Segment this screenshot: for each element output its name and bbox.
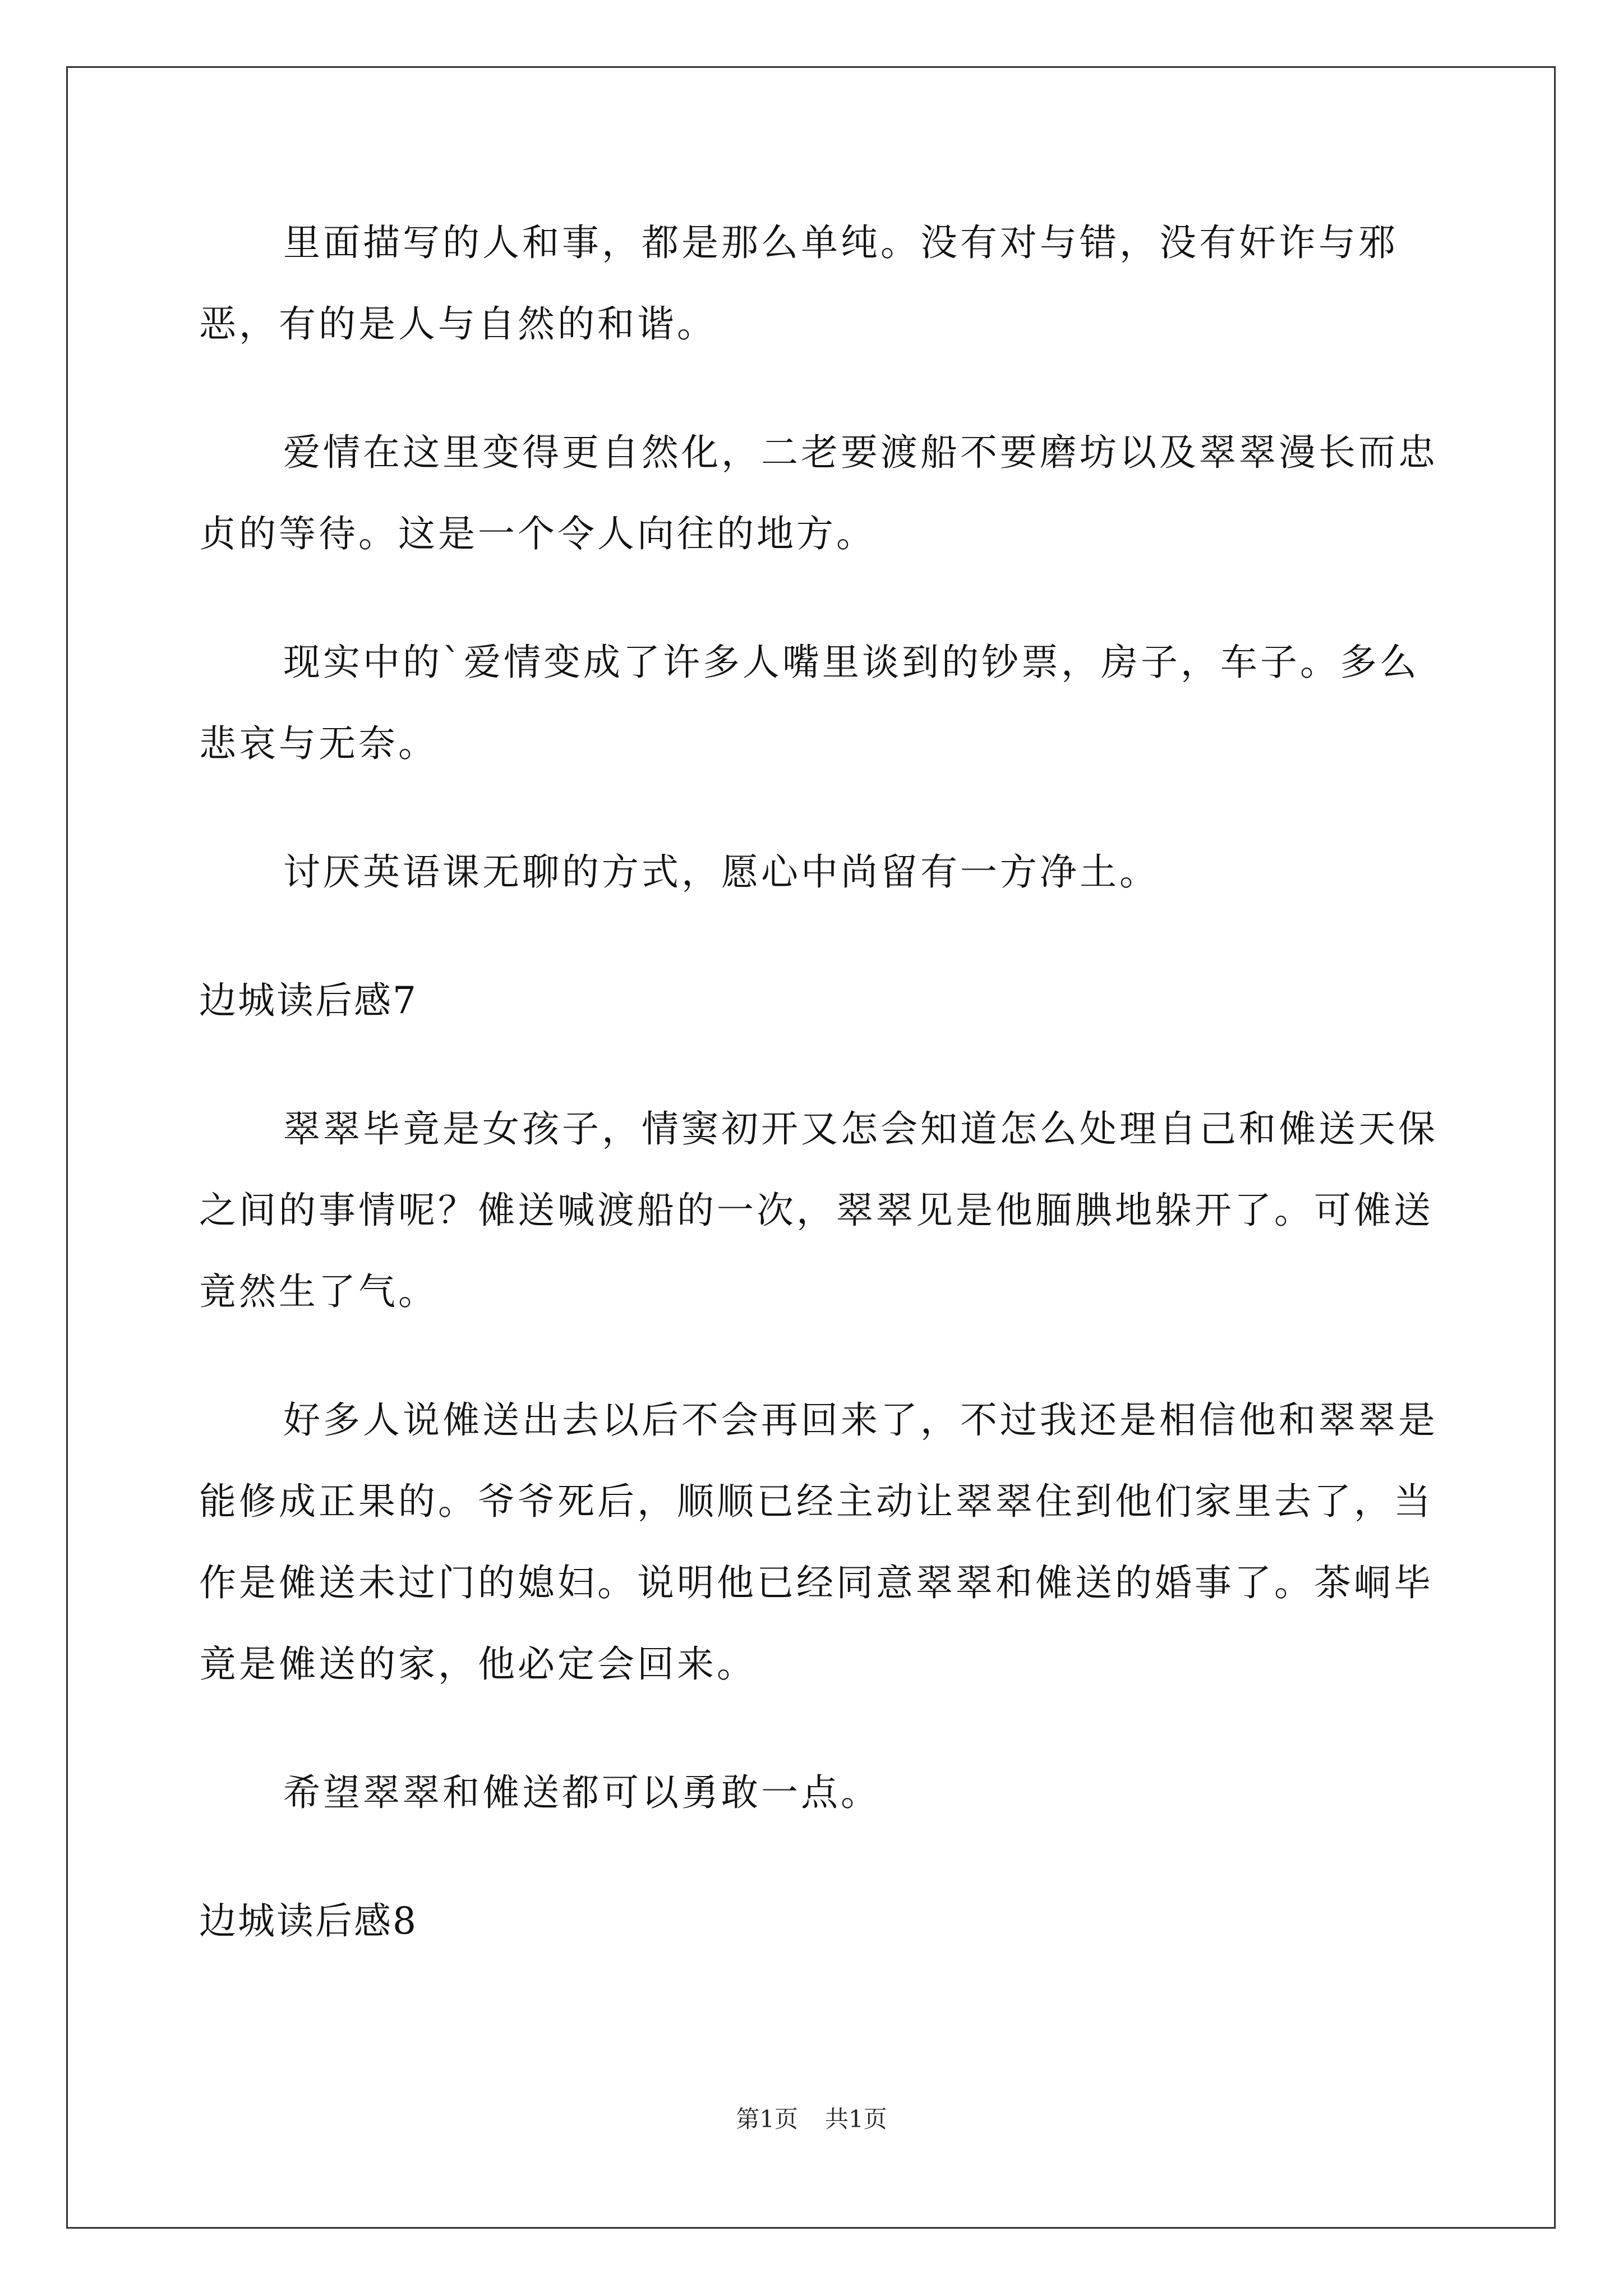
paragraph: 讨厌英语课无聊的方式，愿心中尚留有一方净土。 — [283, 850, 1159, 894]
page-number: 第1页 — [736, 2105, 798, 2133]
section-heading-7: 边城读后感7 — [199, 979, 418, 1022]
paragraph: 里面描写的人和事，都是那么单纯。没有对与错，没有奸诈与邪恶，有的是人与自然的和谐。 — [199, 221, 1398, 346]
section-heading-8: 边城读后感8 — [199, 1899, 418, 1943]
paragraph: 好多人说傩送出去以后不会再回来了，不过我还是相信他和翠翠是能修成正果的。爷爷死后，顺顺已经主动让翠翠住到他们家里去了，当作是傩送未过门的媳妇。说明他已经同意翠翠和傩送的婚事了。茶峒毕竟是傩送的家，他必定会回来。 — [199, 1398, 1438, 1686]
paragraph: 希望翠翠和傩送都可以勇敢一点。 — [283, 1771, 880, 1814]
document-body — [199, 202, 1455, 2009]
paragraph: 翠翠毕竟是女孩子，情窦初开又怎会知道怎么处理自己和傩送天保之间的事情呢？傩送喊渡船的一次，翠翠见是他腼腆地躲开了。可傩送竟然生了气。 — [199, 1107, 1438, 1313]
paragraph: 现实中的`爱情变成了许多人嘴里谈到的钞票，房子，车子。多么悲哀与无奈。 — [199, 641, 1419, 765]
paragraph: 爱情在这里变得更自然化，二老要渡船不要磨坊以及翠翠漫长而忠贞的等待。这是一个令人向往的地方。 — [199, 431, 1438, 555]
page-total: 共1页 — [825, 2105, 887, 2133]
page-footer — [0, 2101, 1623, 2134]
